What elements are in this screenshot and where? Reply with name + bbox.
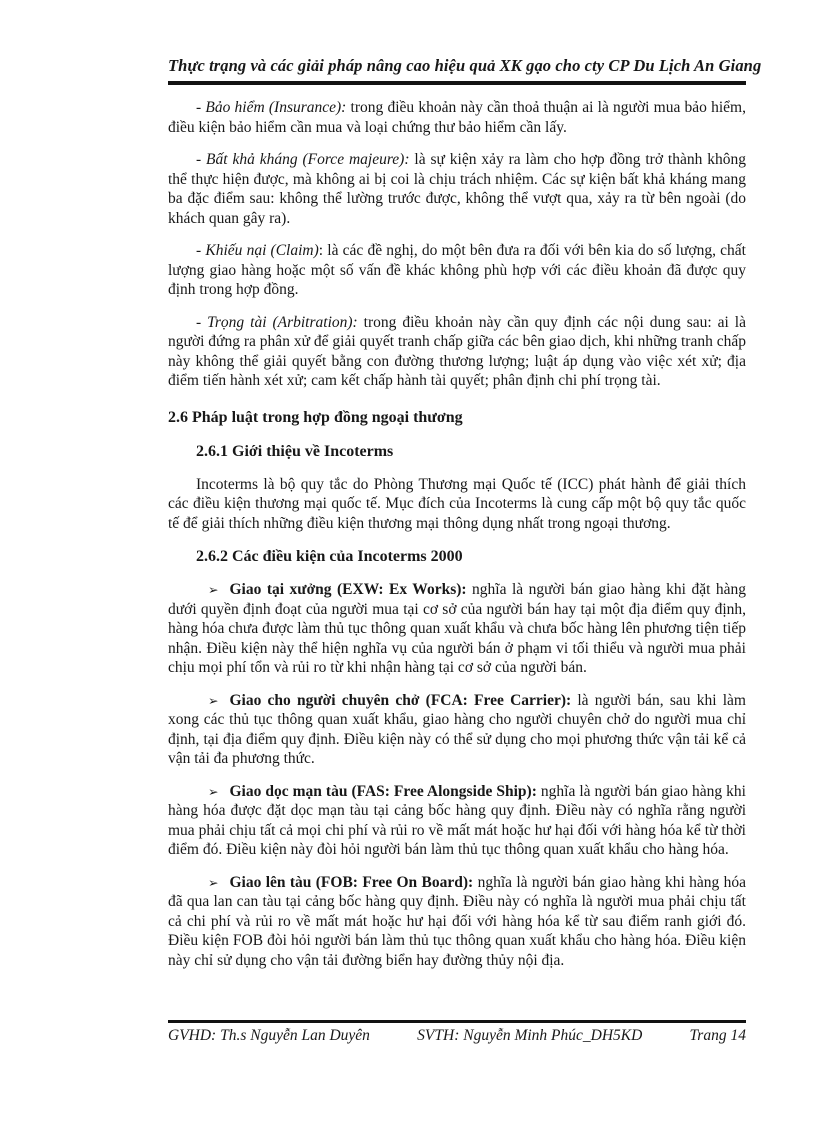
- running-header-title: Thực trạng và các giải pháp nâng cao hiệu quả XK gạo cho cty CP Du Lịch An Giang: [168, 56, 746, 85]
- paragraph-insurance-text: trong điều khoản này cần thoả thuận ai là người mua bảo hiểm, điều kiện bảo hiểm cần mua và loại chứng thư bảo hiểm cần lấy.: [168, 99, 746, 136]
- incoterm-exw-text: nghĩa là người bán giao hàng khi đặt hàng dưới quyền định đoạt của người mua tại cơ sở của người bán hay tại một địa điểm quy định, hàng hóa chưa được làm thủ tục thông quan xuất khẩu và chưa bốc hàng lên phương tiện tiếp nhận. Điều kiện này thể hiện nghĩa vụ của người bán ở phạm vi tối thiểu và người mua phải chịu mọi phí tổn và rủi ro từ khi nhận hàng tại cơ sở của người bán.: [168, 581, 746, 676]
- paragraph-insurance: [168, 98, 746, 137]
- term-claim: - Khiếu nại (Claim): [196, 242, 319, 259]
- page-content: [168, 0, 762, 970]
- footer-student: SVTH: Nguyễn Minh Phúc_DH5KD: [417, 1027, 643, 1044]
- incoterm-exw-label: Giao tại xưởng (EXW: Ex Works):: [229, 581, 467, 598]
- footer-page-number: Trang 14: [689, 1027, 746, 1044]
- paragraph-arbitration: [168, 313, 746, 391]
- paragraph-incoterms-intro: Incoterms là bộ quy tắc do Phòng Thương mại Quốc tế (ICC) phát hành để giải thích các điều kiện thương mại quốc tế. Mục đích của Incoterms là cung cấp một bộ quy tắc quốc tế để giải thích những điều kiện thương mại thông dụng nhất trong ngoại thương.: [168, 475, 746, 532]
- incoterm-item-fob: [168, 873, 746, 971]
- running-footer: [168, 1020, 746, 1045]
- incoterm-item-fca: [168, 691, 746, 769]
- incoterm-fca-label: Giao cho người chuyên chở (FCA: Free Carrier):: [229, 691, 572, 709]
- incoterm-fob-label: Giao lên tàu (FOB: Free On Board):: [229, 873, 474, 891]
- section-heading-2-6: 2.6 Pháp luật trong hợp đồng ngoại thương: [168, 408, 463, 426]
- paragraph-claim-text: : là các đề nghị, do một bên đưa ra đối với bên kia do số lượng, chất lượng giao hàng hoặc một số vấn đề khác không phù hợp với các điều khoản đã được quy định trong hợp đồng.: [168, 242, 746, 298]
- arrow-bullet-icon: ➢: [208, 582, 219, 597]
- term-arbitration: - Trọng tài (Arbitration):: [196, 313, 358, 331]
- paragraph-force-majeure: [168, 150, 746, 228]
- term-insurance: - Bảo hiểm (Insurance):: [196, 99, 347, 116]
- arrow-bullet-icon: ➢: [208, 783, 219, 799]
- footer-advisor: GVHD: Th.s Nguyễn Lan Duyên: [168, 1027, 370, 1044]
- incoterm-fas-text: nghĩa là người bán giao hàng khi hàng hóa được đặt dọc mạn tàu tại cảng bốc hàng quy định. Điều này có nghĩa rằng người mua phải chịu tất cả mọi chi phí và rủi ro về mất mát hoặc hư hại đối với hàng hóa kể từ thời điểm đó. Điều kiện này đòi hỏi người bán làm thủ tục thông quan xuất khẩu cho hàng hóa.: [168, 782, 746, 858]
- paragraph-claim: [168, 241, 746, 300]
- subsection-heading-2-6-1: 2.6.1 Giới thiệu về Incoterms: [196, 442, 394, 460]
- incoterm-fca-text: là người bán, sau khi làm xong các thủ tục thông quan xuất khẩu, giao hàng cho người chuyên chở do người mua chỉ định, tại địa điểm quy định. Điều kiện này có thể sử dụng cho mọi phương thức vận tải kể cả vận tải đa phương thức.: [168, 691, 746, 767]
- incoterm-item-fas: [168, 782, 746, 860]
- term-force-majeure: - Bất khả kháng (Force majeure):: [196, 151, 410, 168]
- subsection-heading-2-6-2: 2.6.2 Các điều kiện của Incoterms 2000: [196, 548, 463, 565]
- arrow-bullet-icon: ➢: [208, 692, 219, 708]
- paragraph-arbitration-text: trong điều khoản này cần quy định các nội dung sau: ai là người đứng ra phân xử để giải quyết tranh chấp giữa các bên giao dịch, khi những tranh chấp này không thể giải quyết bằng con đường thương lượng; luật áp dụng vào việc xét xử; địa điểm tiến hành xét xử; cam kết chấp hành tài quyết; phân định chi phí trọng tài.: [168, 313, 746, 389]
- incoterm-fas-label: Giao dọc mạn tàu (FAS: Free Alongside Ship):: [229, 782, 537, 800]
- paragraph-force-majeure-text: là sự kiện xảy ra làm cho hợp đồng trở thành không thể thực hiện được, mà không ai bị coi là chịu trách nhiệm. Các sự kiện bất khả kháng mang ba đặc điểm sau: không thể lường trước được, không thể vượt qua, xảy ra từ bên ngoài (do khách quan gây ra).: [168, 151, 746, 227]
- arrow-bullet-icon: ➢: [208, 874, 219, 890]
- incoterm-item-exw: [168, 580, 746, 678]
- body-text: [168, 98, 746, 970]
- incoterm-fob-text: nghĩa là người bán giao hàng khi hàng hóa đã qua lan can tàu tại cảng bốc hàng quy định. Điều này có nghĩa là người mua phải chịu tất cả chi phí và rủi ro về mất mát hoặc hư hại đối với hàng hóa kể từ sau điểm ranh giới đó. Điều kiện FOB đòi hỏi người bán làm thủ tục thông quan xuất khẩu cho hàng hóa. Điều kiện này chỉ sử dụng cho vận tải đường biển hay đường thủy nội địa.: [168, 873, 746, 969]
